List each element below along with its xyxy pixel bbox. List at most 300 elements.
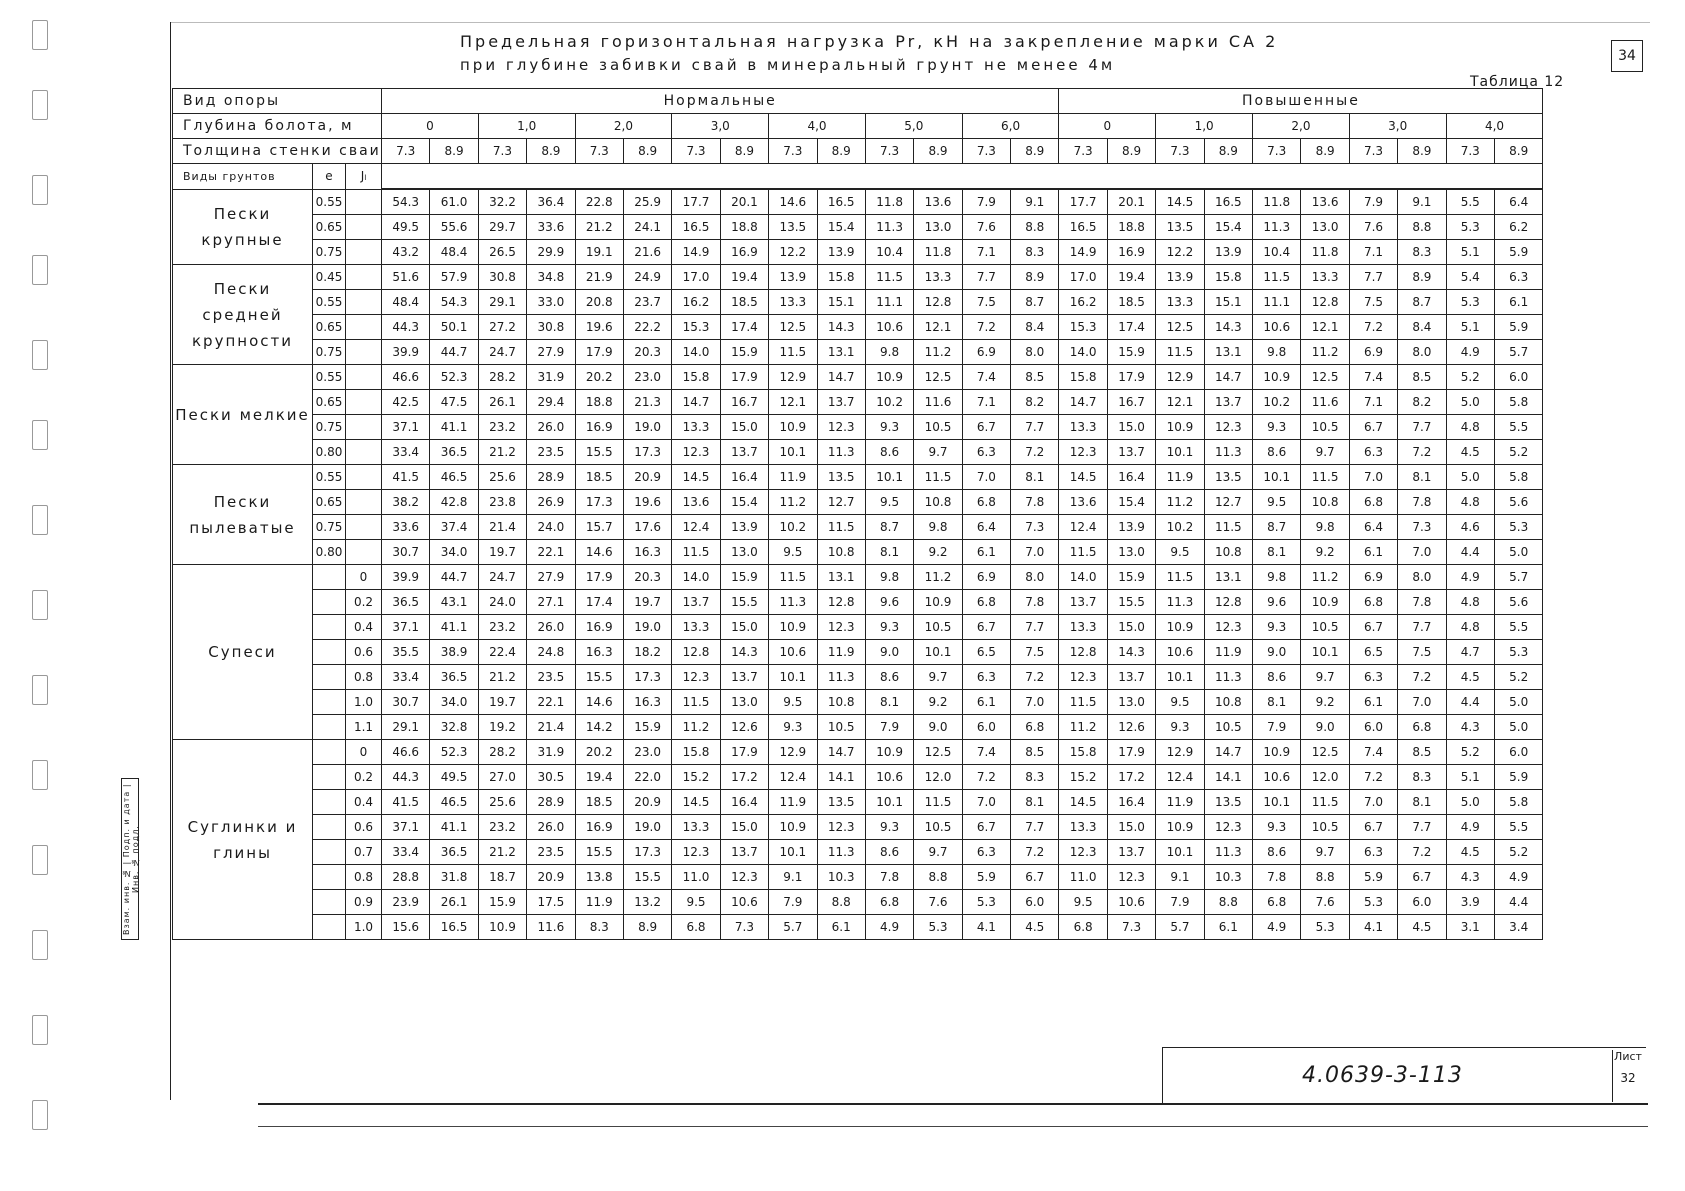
load-value-cell: 20.2 <box>575 740 623 765</box>
load-value-cell: 17.9 <box>575 340 623 365</box>
header-row-soil-type <box>173 164 1543 190</box>
load-value-cell: 18.2 <box>623 640 671 665</box>
load-value-cell: 10.9 <box>1253 365 1301 390</box>
table-row <box>173 340 1543 365</box>
load-value-cell: 11.2 <box>914 340 962 365</box>
load-value-cell: 9.1 <box>1156 865 1204 890</box>
load-value-cell: 12.4 <box>769 765 817 790</box>
load-value-cell: 13.3 <box>1059 415 1107 440</box>
table-label: Таблица 12 <box>1470 74 1565 90</box>
load-value-cell: 13.7 <box>720 840 768 865</box>
load-value-cell: 10.8 <box>817 540 865 565</box>
load-value-cell: 16.3 <box>623 540 671 565</box>
load-value-cell: 14.7 <box>1204 740 1252 765</box>
load-value-cell: 7.9 <box>1349 189 1397 215</box>
load-value-cell: 17.7 <box>1059 189 1107 215</box>
load-value-cell: 23.5 <box>527 840 575 865</box>
jl-value: 0.6 <box>346 815 382 840</box>
load-value-cell: 5.5 <box>1446 189 1494 215</box>
load-value-cell: 12.3 <box>672 440 720 465</box>
e-value: 0.55 <box>313 465 346 490</box>
thickness-cell: 7.3 <box>382 139 430 164</box>
load-value-cell: 7.7 <box>1011 615 1059 640</box>
load-value-cell: 4.4 <box>1494 890 1542 915</box>
load-value-cell: 10.6 <box>1156 640 1204 665</box>
table-row <box>173 315 1543 340</box>
load-value-cell: 9.3 <box>865 815 913 840</box>
jl-value <box>346 465 382 490</box>
load-value-cell: 6.8 <box>1253 890 1301 915</box>
load-value-cell: 8.6 <box>1253 440 1301 465</box>
load-value-cell: 10.9 <box>1156 815 1204 840</box>
depth-elevated-2: 2,0 <box>1253 114 1350 139</box>
load-value-cell: 9.8 <box>914 515 962 540</box>
e-value <box>313 740 346 765</box>
load-value-cell: 4.5 <box>1446 440 1494 465</box>
load-value-cell: 6.8 <box>672 915 720 940</box>
load-value-cell: 21.2 <box>478 440 526 465</box>
load-value-cell: 20.9 <box>623 465 671 490</box>
load-value-cell: 41.5 <box>382 790 430 815</box>
load-value-cell: 57.9 <box>430 265 478 290</box>
load-value-cell: 13.3 <box>1301 265 1349 290</box>
load-value-cell: 6.0 <box>962 715 1010 740</box>
load-value-cell: 16.9 <box>575 815 623 840</box>
load-value-cell: 5.7 <box>1156 915 1204 940</box>
load-value-cell: 11.3 <box>817 665 865 690</box>
thickness-cell: 7.3 <box>962 139 1010 164</box>
load-value-cell: 15.0 <box>720 415 768 440</box>
load-value-cell: 5.2 <box>1494 665 1542 690</box>
load-value-cell: 11.3 <box>1204 840 1252 865</box>
load-value-cell: 8.8 <box>1204 890 1252 915</box>
load-value-cell: 26.9 <box>527 490 575 515</box>
depth-elevated-0: 0 <box>1059 114 1156 139</box>
load-value-cell: 7.2 <box>1011 665 1059 690</box>
load-value-cell: 30.7 <box>382 690 430 715</box>
table-title-line-1: Предельная горизонтальная нагрузка Pr, кН на закрепление марки СА 2 <box>460 32 1279 51</box>
load-value-cell: 11.9 <box>1156 790 1204 815</box>
load-value-cell: 11.5 <box>1301 465 1349 490</box>
load-value-cell: 26.1 <box>478 390 526 415</box>
load-value-cell: 21.2 <box>575 215 623 240</box>
load-value-cell: 19.6 <box>623 490 671 515</box>
load-value-cell: 19.7 <box>623 590 671 615</box>
load-value-cell: 5.3 <box>1494 515 1542 540</box>
load-value-cell: 27.9 <box>527 565 575 590</box>
load-value-cell: 15.6 <box>382 915 430 940</box>
load-value-cell: 7.2 <box>1011 840 1059 865</box>
load-value-cell: 13.3 <box>1059 815 1107 840</box>
table-row <box>173 790 1543 815</box>
load-value-cell: 7.2 <box>1349 765 1397 790</box>
load-value-cell: 10.3 <box>817 865 865 890</box>
load-value-cell: 5.7 <box>769 915 817 940</box>
load-value-cell: 4.1 <box>962 915 1010 940</box>
load-value-cell: 19.7 <box>478 690 526 715</box>
load-value-cell: 18.8 <box>720 215 768 240</box>
load-value-cell: 44.3 <box>382 765 430 790</box>
load-value-cell: 8.3 <box>575 915 623 940</box>
load-value-cell: 5.0 <box>1494 690 1542 715</box>
bottom-border-inner <box>258 1126 1648 1127</box>
load-value-cell: 9.7 <box>914 440 962 465</box>
load-value-cell: 9.8 <box>865 340 913 365</box>
soil-name: Пески крупные <box>173 189 313 265</box>
load-value-cell: 10.6 <box>865 315 913 340</box>
load-value-cell: 13.3 <box>769 290 817 315</box>
load-value-cell: 5.0 <box>1494 715 1542 740</box>
load-value-cell: 13.0 <box>1301 215 1349 240</box>
load-value-cell: 24.7 <box>478 565 526 590</box>
load-value-cell: 15.9 <box>1107 565 1155 590</box>
load-value-cell: 9.6 <box>1253 590 1301 615</box>
load-value-cell: 19.0 <box>623 415 671 440</box>
support-type-header: Вид опоры <box>173 89 382 114</box>
load-value-cell: 12.9 <box>1156 365 1204 390</box>
load-value-cell: 9.3 <box>1156 715 1204 740</box>
table-row <box>173 515 1543 540</box>
table-row <box>173 740 1543 765</box>
load-value-cell: 18.8 <box>1107 215 1155 240</box>
load-value-cell: 20.9 <box>527 865 575 890</box>
table-row <box>173 565 1543 590</box>
load-value-cell: 8.9 <box>623 915 671 940</box>
thickness-cell: 8.9 <box>1011 139 1059 164</box>
load-value-cell: 3.1 <box>1446 915 1494 940</box>
load-value-cell: 8.2 <box>1011 390 1059 415</box>
load-value-cell: 27.9 <box>527 340 575 365</box>
load-value-cell: 5.7 <box>1494 565 1542 590</box>
load-value-cell: 39.9 <box>382 565 430 590</box>
load-value-cell: 24.1 <box>623 215 671 240</box>
table-row <box>173 915 1543 940</box>
load-value-cell: 17.7 <box>672 189 720 215</box>
load-value-cell: 8.5 <box>1011 740 1059 765</box>
jl-value: 1.0 <box>346 915 382 940</box>
load-value-cell: 7.8 <box>1011 590 1059 615</box>
load-value-cell: 28.2 <box>478 365 526 390</box>
load-value-cell: 19.2 <box>478 715 526 740</box>
table-row <box>173 590 1543 615</box>
load-value-cell: 15.9 <box>720 565 768 590</box>
load-value-cell: 13.5 <box>1204 790 1252 815</box>
load-value-cell: 12.3 <box>720 865 768 890</box>
load-value-cell: 8.5 <box>1398 365 1446 390</box>
load-value-cell: 10.1 <box>1156 665 1204 690</box>
load-value-cell: 10.4 <box>1253 240 1301 265</box>
load-value-cell: 13.7 <box>1204 390 1252 415</box>
e-value: 0.55 <box>313 189 346 215</box>
load-value-cell: 8.0 <box>1398 340 1446 365</box>
load-value-cell: 11.3 <box>769 590 817 615</box>
load-value-cell: 18.5 <box>575 790 623 815</box>
load-value-cell: 17.3 <box>623 665 671 690</box>
load-value-cell: 14.0 <box>1059 340 1107 365</box>
load-value-cell: 15.0 <box>1107 415 1155 440</box>
load-value-cell: 11.5 <box>914 465 962 490</box>
load-value-cell: 13.0 <box>720 540 768 565</box>
load-value-cell: 9.1 <box>769 865 817 890</box>
load-value-cell: 29.7 <box>478 215 526 240</box>
load-value-cell: 11.8 <box>914 240 962 265</box>
load-value-cell: 12.8 <box>1301 290 1349 315</box>
load-value-cell: 9.2 <box>914 540 962 565</box>
load-value-cell: 19.6 <box>575 315 623 340</box>
load-value-cell: 24.0 <box>527 515 575 540</box>
load-value-cell: 48.4 <box>382 290 430 315</box>
load-value-cell: 4.9 <box>1494 865 1542 890</box>
load-value-cell: 5.9 <box>962 865 1010 890</box>
load-value-cell: 12.5 <box>1301 740 1349 765</box>
binding-mark <box>32 930 48 960</box>
load-value-cell: 10.3 <box>1204 865 1252 890</box>
load-value-cell: 8.8 <box>1301 865 1349 890</box>
e-value <box>313 915 346 940</box>
load-value-cell: 7.0 <box>1349 790 1397 815</box>
load-value-cell: 11.2 <box>1059 715 1107 740</box>
load-value-cell: 9.5 <box>1156 540 1204 565</box>
load-value-cell: 5.0 <box>1446 465 1494 490</box>
e-value <box>313 640 346 665</box>
load-value-cell: 11.3 <box>817 840 865 865</box>
load-value-cell: 24.7 <box>478 340 526 365</box>
load-value-cell: 5.8 <box>1494 465 1542 490</box>
load-value-cell: 9.8 <box>1301 515 1349 540</box>
load-value-cell: 12.3 <box>1204 615 1252 640</box>
load-value-cell: 13.9 <box>1107 515 1155 540</box>
load-value-cell: 28.8 <box>382 865 430 890</box>
load-value-cell: 8.0 <box>1011 565 1059 590</box>
e-value: 0.65 <box>313 215 346 240</box>
load-value-cell: 9.2 <box>1301 690 1349 715</box>
load-value-cell: 13.8 <box>575 865 623 890</box>
load-value-cell: 12.2 <box>1156 240 1204 265</box>
load-value-cell: 10.1 <box>1253 465 1301 490</box>
table-row <box>173 390 1543 415</box>
load-value-cell: 6.7 <box>1349 415 1397 440</box>
load-value-cell: 37.1 <box>382 815 430 840</box>
load-value-cell: 12.8 <box>672 640 720 665</box>
load-value-cell: 4.6 <box>1446 515 1494 540</box>
load-value-cell: 6.9 <box>962 340 1010 365</box>
load-value-cell: 6.0 <box>1494 740 1542 765</box>
load-value-cell: 17.9 <box>720 365 768 390</box>
table-row <box>173 615 1543 640</box>
load-value-cell: 28.2 <box>478 740 526 765</box>
load-value-cell: 12.8 <box>914 290 962 315</box>
load-value-cell: 7.0 <box>1011 690 1059 715</box>
load-value-cell: 7.0 <box>1398 540 1446 565</box>
load-value-cell: 15.8 <box>1204 265 1252 290</box>
load-value-cell: 7.2 <box>962 315 1010 340</box>
load-value-cell: 49.5 <box>430 765 478 790</box>
load-value-cell: 5.2 <box>1494 440 1542 465</box>
load-value-cell: 8.8 <box>1011 215 1059 240</box>
load-value-cell: 49.5 <box>382 215 430 240</box>
load-value-cell: 7.2 <box>1398 440 1446 465</box>
load-value-cell: 32.8 <box>430 715 478 740</box>
load-value-cell: 6.9 <box>1349 565 1397 590</box>
header-row-wall-thickness <box>173 139 1543 164</box>
load-table <box>172 88 1543 940</box>
load-value-cell: 12.1 <box>1301 315 1349 340</box>
table-row <box>173 465 1543 490</box>
load-value-cell: 11.5 <box>1301 790 1349 815</box>
load-value-cell: 5.0 <box>1494 540 1542 565</box>
load-value-cell: 8.6 <box>865 840 913 865</box>
load-value-cell: 6.1 <box>1204 915 1252 940</box>
load-value-cell: 7.2 <box>1398 665 1446 690</box>
load-value-cell: 23.5 <box>527 440 575 465</box>
load-value-cell: 13.1 <box>1204 565 1252 590</box>
load-value-cell: 31.9 <box>527 365 575 390</box>
load-value-cell: 6.4 <box>962 515 1010 540</box>
load-value-cell: 5.0 <box>1446 390 1494 415</box>
load-value-cell: 13.3 <box>1156 290 1204 315</box>
load-value-cell: 17.6 <box>623 515 671 540</box>
jl-value <box>346 290 382 315</box>
load-value-cell: 61.0 <box>430 189 478 215</box>
e-value <box>313 715 346 740</box>
load-value-cell: 14.6 <box>769 189 817 215</box>
load-value-cell: 21.4 <box>478 515 526 540</box>
e-value <box>313 690 346 715</box>
load-value-cell: 15.1 <box>1204 290 1252 315</box>
load-value-cell: 17.4 <box>720 315 768 340</box>
load-value-cell: 6.8 <box>962 490 1010 515</box>
binding-mark <box>32 340 48 370</box>
load-value-cell: 8.3 <box>1398 765 1446 790</box>
load-value-cell: 38.9 <box>430 640 478 665</box>
load-value-cell: 23.2 <box>478 615 526 640</box>
jl-header: Jₗ <box>346 164 382 190</box>
load-value-cell: 8.8 <box>817 890 865 915</box>
load-value-cell: 6.7 <box>1349 615 1397 640</box>
depth-elevated-1: 1,0 <box>1156 114 1253 139</box>
header-row-bog-depth <box>173 114 1543 139</box>
load-value-cell: 7.1 <box>962 390 1010 415</box>
table-row <box>173 715 1543 740</box>
load-value-cell: 29.9 <box>527 240 575 265</box>
load-value-cell: 9.7 <box>914 840 962 865</box>
load-value-cell: 22.2 <box>623 315 671 340</box>
jl-value <box>346 440 382 465</box>
load-value-cell: 6.7 <box>1349 815 1397 840</box>
load-value-cell: 8.8 <box>1398 215 1446 240</box>
load-value-cell: 7.0 <box>1398 690 1446 715</box>
load-value-cell: 12.3 <box>1059 440 1107 465</box>
load-value-cell: 12.9 <box>769 365 817 390</box>
load-value-cell: 12.3 <box>1107 865 1155 890</box>
load-value-cell: 6.7 <box>1011 865 1059 890</box>
load-value-cell: 8.5 <box>1398 740 1446 765</box>
load-value-cell: 9.7 <box>1301 665 1349 690</box>
load-value-cell: 30.7 <box>382 540 430 565</box>
jl-value <box>346 189 382 215</box>
load-value-cell: 13.7 <box>1059 590 1107 615</box>
load-value-cell: 15.8 <box>672 365 720 390</box>
load-value-cell: 8.1 <box>1253 690 1301 715</box>
load-value-cell: 15.5 <box>720 590 768 615</box>
jl-value: 0.2 <box>346 765 382 790</box>
load-value-cell: 6.3 <box>1494 265 1542 290</box>
load-value-cell: 6.4 <box>1349 515 1397 540</box>
load-value-cell: 7.8 <box>865 865 913 890</box>
load-value-cell: 12.8 <box>1204 590 1252 615</box>
load-value-cell: 30.5 <box>527 765 575 790</box>
load-value-cell: 6.3 <box>1349 440 1397 465</box>
jl-value: 0.6 <box>346 640 382 665</box>
load-value-cell: 9.8 <box>1253 565 1301 590</box>
load-value-cell: 16.5 <box>1204 189 1252 215</box>
load-value-cell: 15.3 <box>672 315 720 340</box>
load-value-cell: 7.1 <box>1349 390 1397 415</box>
load-value-cell: 7.2 <box>962 765 1010 790</box>
load-value-cell: 6.9 <box>1349 340 1397 365</box>
load-value-cell: 12.3 <box>672 665 720 690</box>
depth-elevated-3: 3,0 <box>1349 114 1446 139</box>
load-value-cell: 12.5 <box>1301 365 1349 390</box>
load-value-cell: 12.3 <box>817 615 865 640</box>
load-value-cell: 14.7 <box>1059 390 1107 415</box>
load-value-cell: 13.5 <box>769 215 817 240</box>
load-value-cell: 10.9 <box>865 740 913 765</box>
load-value-cell: 10.1 <box>1156 840 1204 865</box>
load-value-cell: 5.0 <box>1446 790 1494 815</box>
load-value-cell: 38.2 <box>382 490 430 515</box>
load-value-cell: 27.1 <box>527 590 575 615</box>
load-value-cell: 33.6 <box>382 515 430 540</box>
load-value-cell: 8.7 <box>1253 515 1301 540</box>
e-value: 0.45 <box>313 265 346 290</box>
sheet-label: Лист <box>1614 1050 1642 1063</box>
load-value-cell: 23.0 <box>623 740 671 765</box>
load-value-cell: 11.9 <box>1156 465 1204 490</box>
jl-value <box>346 340 382 365</box>
load-value-cell: 24.9 <box>623 265 671 290</box>
load-value-cell: 17.3 <box>575 490 623 515</box>
load-value-cell: 11.2 <box>1301 340 1349 365</box>
load-value-cell: 12.5 <box>914 365 962 390</box>
load-value-cell: 11.8 <box>1301 240 1349 265</box>
load-value-cell: 11.5 <box>769 565 817 590</box>
load-value-cell: 4.8 <box>1446 415 1494 440</box>
elevated-group-header: Повышенные <box>1059 89 1543 114</box>
jl-value <box>346 540 382 565</box>
load-value-cell: 13.9 <box>720 515 768 540</box>
load-value-cell: 8.1 <box>1398 790 1446 815</box>
load-value-cell: 7.7 <box>1349 265 1397 290</box>
e-value <box>313 765 346 790</box>
e-value <box>313 865 346 890</box>
load-value-cell: 14.6 <box>575 690 623 715</box>
load-value-cell: 13.7 <box>1107 665 1155 690</box>
load-value-cell: 14.3 <box>817 315 865 340</box>
load-value-cell: 15.3 <box>1059 315 1107 340</box>
load-value-cell: 10.5 <box>1301 815 1349 840</box>
load-value-cell: 6.4 <box>1494 189 1542 215</box>
load-value-cell: 22.4 <box>478 640 526 665</box>
load-value-cell: 8.0 <box>1398 565 1446 590</box>
thickness-cell: 7.3 <box>575 139 623 164</box>
load-value-cell: 11.3 <box>817 440 865 465</box>
load-value-cell: 19.1 <box>575 240 623 265</box>
load-value-cell: 16.4 <box>1107 790 1155 815</box>
load-value-cell: 13.7 <box>672 590 720 615</box>
load-value-cell: 16.7 <box>1107 390 1155 415</box>
binding-mark <box>32 420 48 450</box>
